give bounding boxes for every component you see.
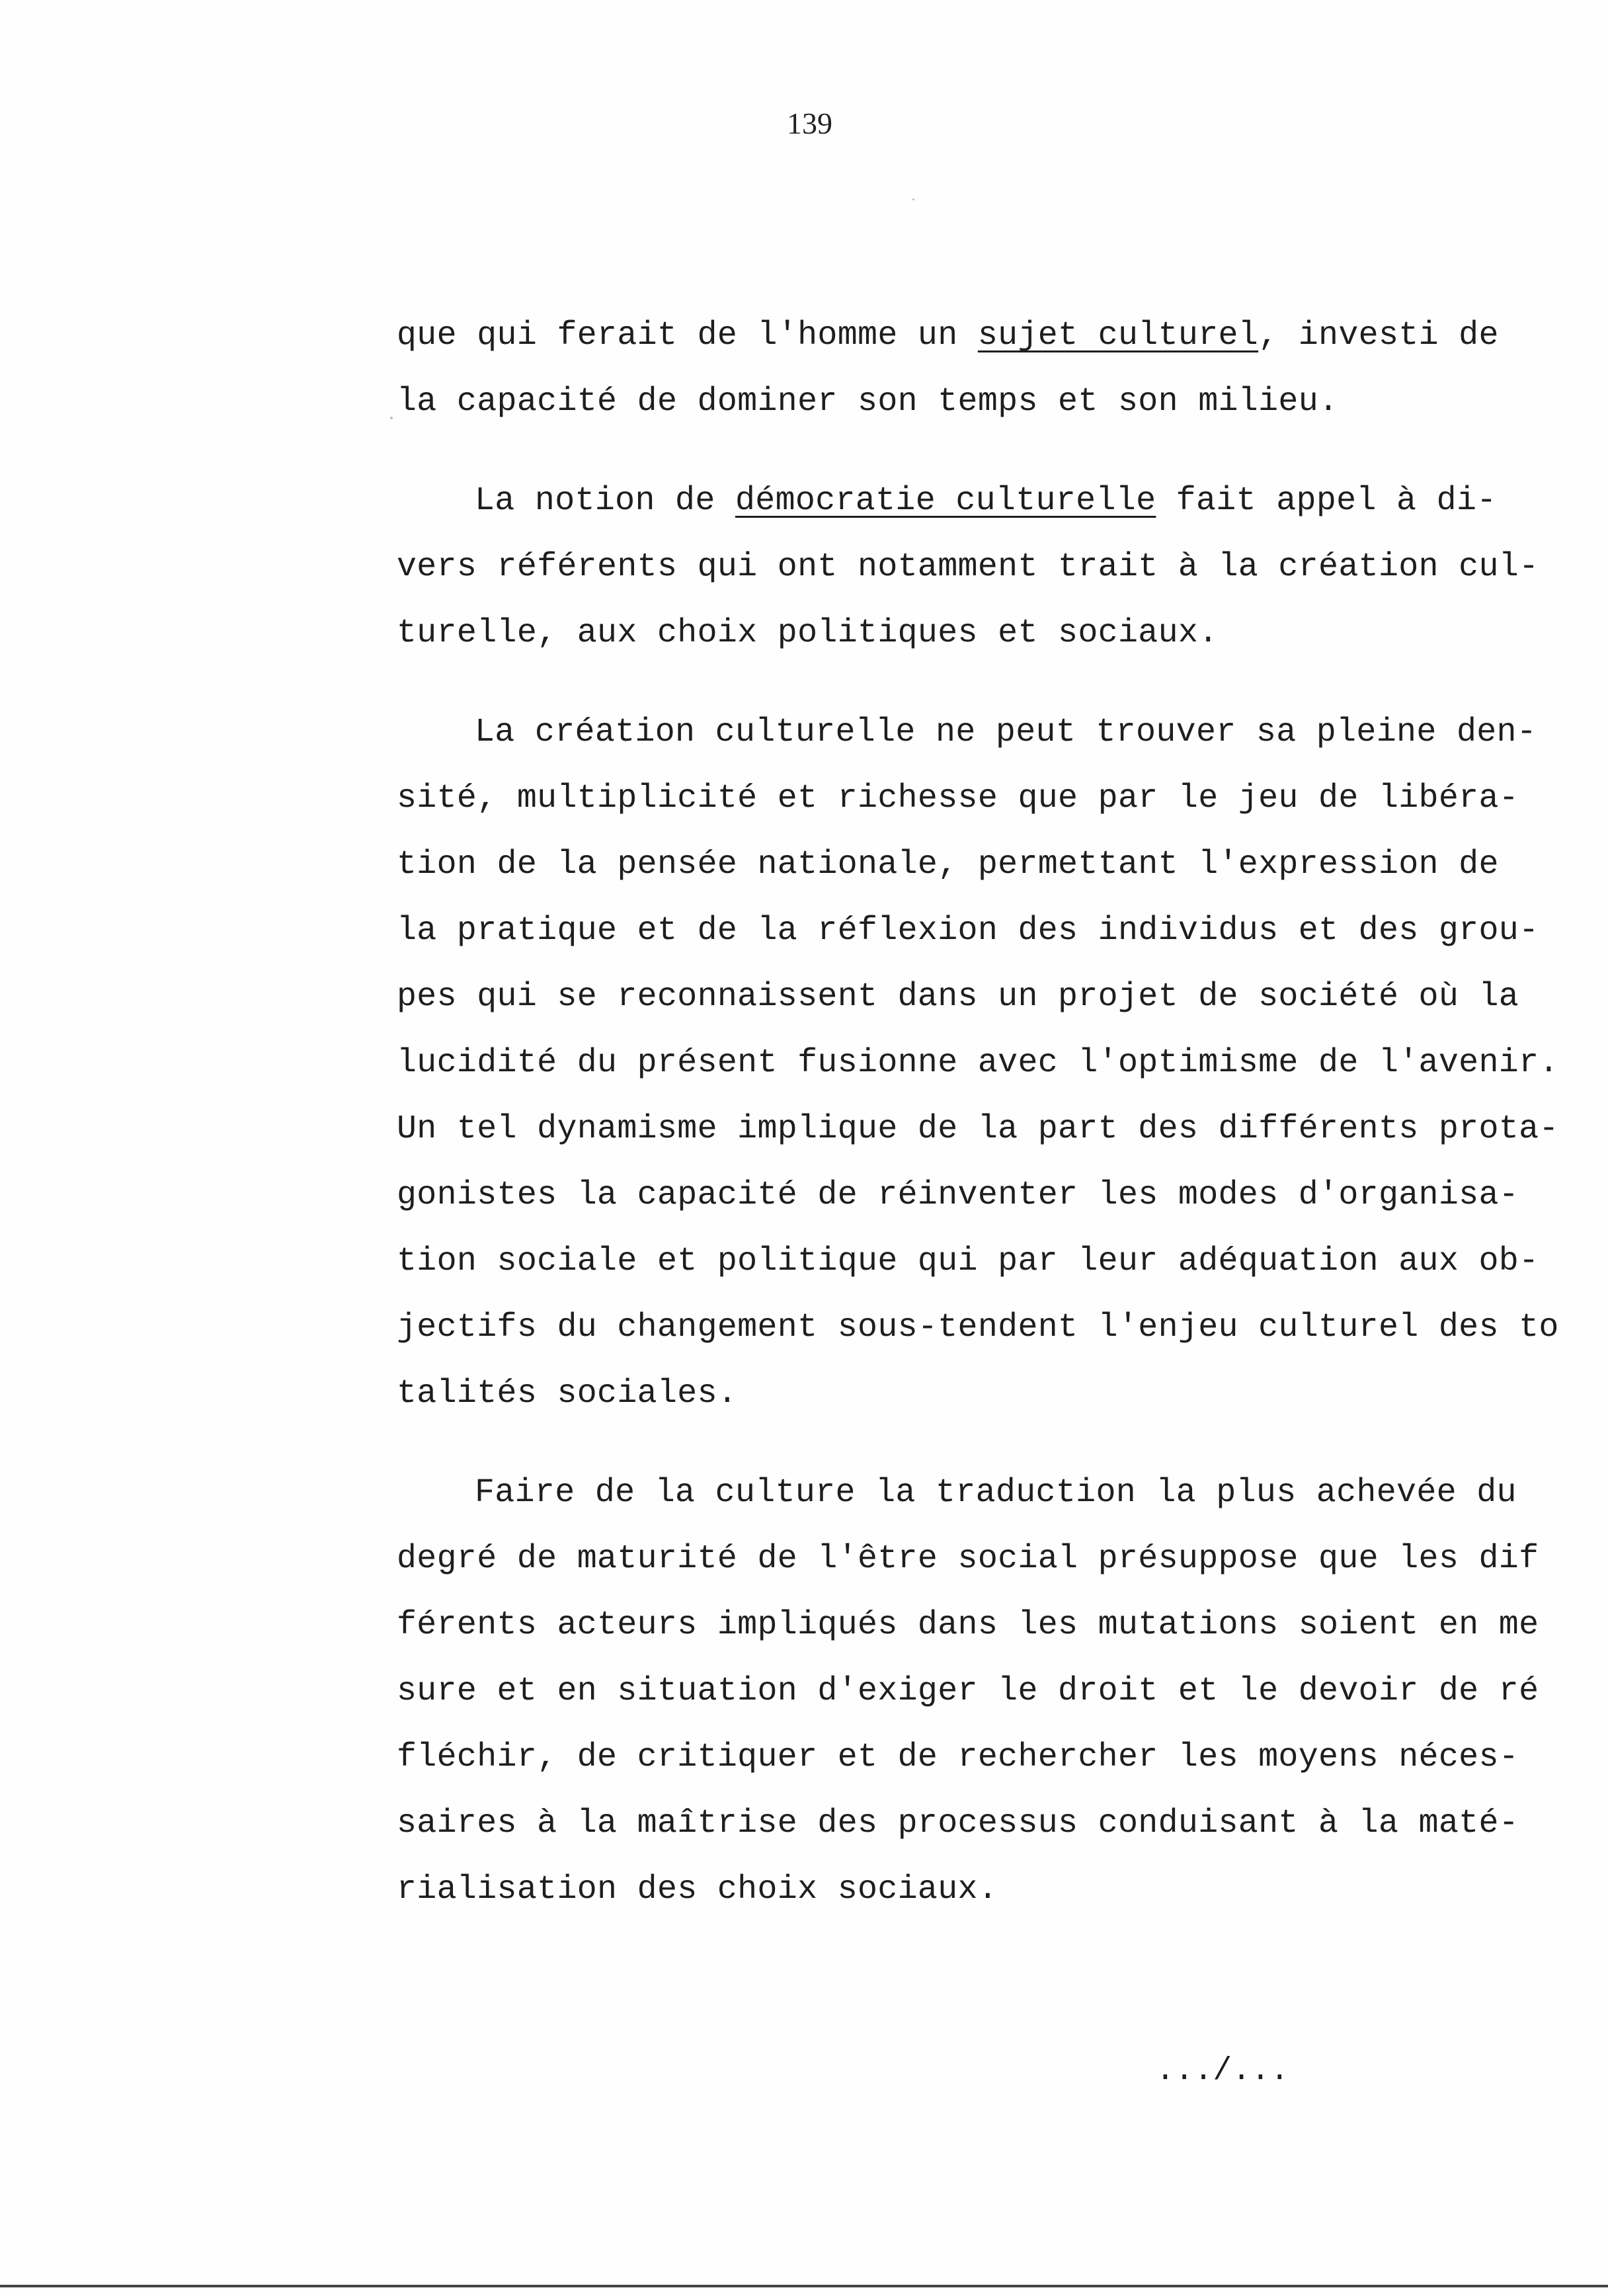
paragraph-2-line-3 — [397, 614, 1219, 653]
paragraph-3-line-11 — [397, 1374, 737, 1414]
text-run: Un tel dynamisme implique de la part des différents prota- — [397, 1110, 1559, 1148]
text-run: rialisation des choix sociaux. — [397, 1871, 998, 1908]
text-run: , investi de — [1258, 317, 1499, 354]
paragraph-3-line-8 — [397, 1176, 1519, 1215]
paragraph-3-line-1 — [475, 713, 1537, 753]
paragraph-4-line-4 — [397, 1672, 1539, 1711]
text-run: saires à la maîtrise des processus conduisant à la maté- — [397, 1805, 1519, 1842]
underlined-term-democratie-culturelle: démocratie culturelle — [735, 482, 1156, 520]
text-run: turelle, aux choix politiques et sociaux. — [397, 614, 1219, 652]
underlined-term-sujet-culturel: sujet culturel — [977, 317, 1259, 354]
text-run: pes qui se reconnaissent dans un projet de société où la — [397, 978, 1519, 1016]
paragraph-4-line-2 — [397, 1539, 1539, 1579]
text-run: La création culturelle ne peut trouver sa pleine den- — [475, 714, 1537, 751]
paragraph-2-line-1 — [475, 481, 1497, 521]
paragraph-4-line-6 — [397, 1804, 1519, 1844]
paragraph-3-line-4 — [397, 911, 1539, 951]
page-number: 139 — [787, 106, 832, 140]
paragraph-4-line-7 — [397, 1870, 998, 1910]
text-run: tion de la pensée nationale, permettant l'expression de — [397, 846, 1499, 883]
continuation-mark: .../... — [1156, 2053, 1289, 2089]
text-run: La notion de — [475, 482, 735, 520]
paragraph-3-line-6 — [397, 1044, 1559, 1083]
text-run: vers référents qui ont notamment trait à la création cul- — [397, 548, 1539, 586]
text-run: fléchir, de critiquer et de rechercher les moyens néces- — [397, 1739, 1519, 1776]
paragraph-2-line-2 — [397, 548, 1539, 587]
paragraph-4-line-1 — [475, 1473, 1517, 1513]
text-run: lucidité du présent fusionne avec l'optimisme de l'avenir. — [397, 1044, 1559, 1082]
paragraph-3-line-7 — [397, 1110, 1559, 1149]
text-run: la capacité de dominer son temps et son milieu. — [397, 383, 1339, 421]
text-run: tion sociale et politique qui par leur adéquation aux ob- — [397, 1243, 1539, 1280]
paragraph-4-line-3 — [397, 1606, 1539, 1645]
text-run: sité, multiplicité et richesse que par le jeu de libéra- — [397, 780, 1519, 817]
paragraph-3-line-10 — [397, 1308, 1559, 1348]
text-run: Faire de la culture la traduction la plus achevée du — [475, 1474, 1517, 1512]
paragraph-3-line-2 — [397, 779, 1519, 819]
scan-speck — [390, 417, 393, 419]
paragraph-1-line-2 — [397, 382, 1338, 422]
text-run: férents acteurs impliqués dans les mutations soient en me — [397, 1606, 1539, 1644]
scan-edge-rule — [0, 2285, 1608, 2287]
paragraph-3-line-9 — [397, 1242, 1539, 1282]
paragraph-4-line-5 — [397, 1738, 1519, 1778]
text-run: la pratique et de la réflexion des individus et des grou- — [397, 912, 1539, 950]
text-run: talités sociales. — [397, 1375, 738, 1413]
paragraph-3-line-5 — [397, 977, 1519, 1017]
text-run: sure et en situation d'exiger le droit et le devoir de ré — [397, 1672, 1539, 1710]
text-run: gonistes la capacité de réinventer les modes d'organisa- — [397, 1176, 1519, 1214]
paragraph-1-line-1 — [397, 316, 1499, 356]
paragraph-3-line-3 — [397, 845, 1499, 885]
text-run: degré de maturité de l'être social présuppose que les dif — [397, 1540, 1539, 1578]
text-run: jectifs du changement sous-tendent l'enjeu culturel des to — [397, 1309, 1559, 1346]
scan-speck — [912, 198, 914, 200]
text-run: que qui ferait de l'homme un — [397, 317, 978, 354]
text-run: fait appel à di- — [1156, 482, 1497, 520]
